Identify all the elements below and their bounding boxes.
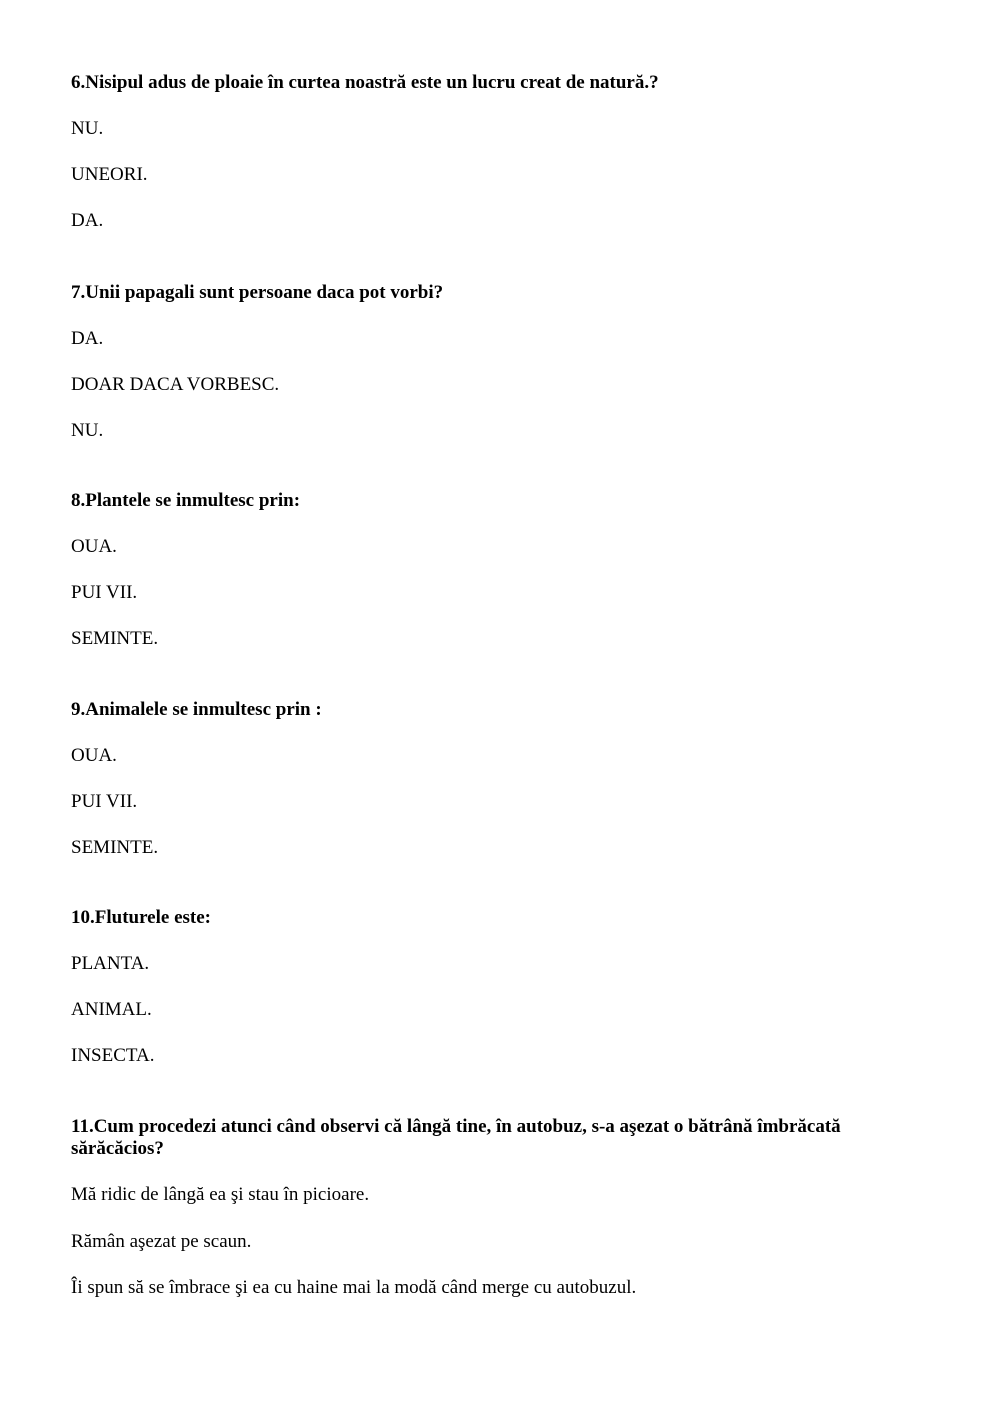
question-8-option-1[interactable]: OUA. <box>71 536 117 557</box>
question-11-option-2[interactable]: Rămân aşezat pe scaun. <box>71 1231 252 1252</box>
question-7-option-2[interactable]: DOAR DACA VORBESC. <box>71 374 280 395</box>
question-8-option-2[interactable]: PUI VII. <box>71 582 138 603</box>
question-11-option-1[interactable]: Mă ridic de lângă ea şi stau în picioare. <box>71 1184 370 1205</box>
question-9-option-3[interactable]: SEMINTE. <box>71 837 159 858</box>
question-9 <box>71 699 931 858</box>
question-8-title: 8.Plantele se inmultesc prin: <box>71 490 301 511</box>
question-7 <box>71 282 931 441</box>
question-6-title: 6.Nisipul adus de ploaie în curtea noastră este un lucru creat de natură.? <box>71 72 659 93</box>
question-11-title: 11.Cum procedezi atunci când observi că lângă tine, în autobuz, s-a aşezat o bătrână îmbrăcată sărăcăcios? <box>71 1116 841 1159</box>
question-9-title: 9.Animalele se inmultesc prin : <box>71 699 322 720</box>
question-7-option-3[interactable]: NU. <box>71 420 104 441</box>
question-6-option-2[interactable]: UNEORI. <box>71 164 148 185</box>
question-10 <box>71 907 931 1066</box>
question-6-option-1[interactable]: NU. <box>71 118 104 139</box>
question-10-option-2[interactable]: ANIMAL. <box>71 999 152 1020</box>
question-7-title: 7.Unii papagali sunt persoane daca pot vorbi? <box>71 282 444 303</box>
question-9-option-2[interactable]: PUI VII. <box>71 791 138 812</box>
question-7-option-1[interactable]: DA. <box>71 328 104 349</box>
question-10-option-3[interactable]: INSECTA. <box>71 1045 155 1066</box>
question-11-option-3[interactable]: Îi spun să se îmbrace şi ea cu haine mai la modă când merge cu autobuzul. <box>71 1277 637 1298</box>
question-11 <box>71 1116 931 1298</box>
question-10-title: 10.Fluturele este: <box>71 907 211 928</box>
question-8 <box>71 490 931 649</box>
question-9-option-1[interactable]: OUA. <box>71 745 117 766</box>
question-8-option-3[interactable]: SEMINTE. <box>71 628 159 649</box>
question-6-option-3[interactable]: DA. <box>71 210 104 231</box>
question-6 <box>71 72 931 231</box>
question-10-option-1[interactable]: PLANTA. <box>71 953 150 974</box>
